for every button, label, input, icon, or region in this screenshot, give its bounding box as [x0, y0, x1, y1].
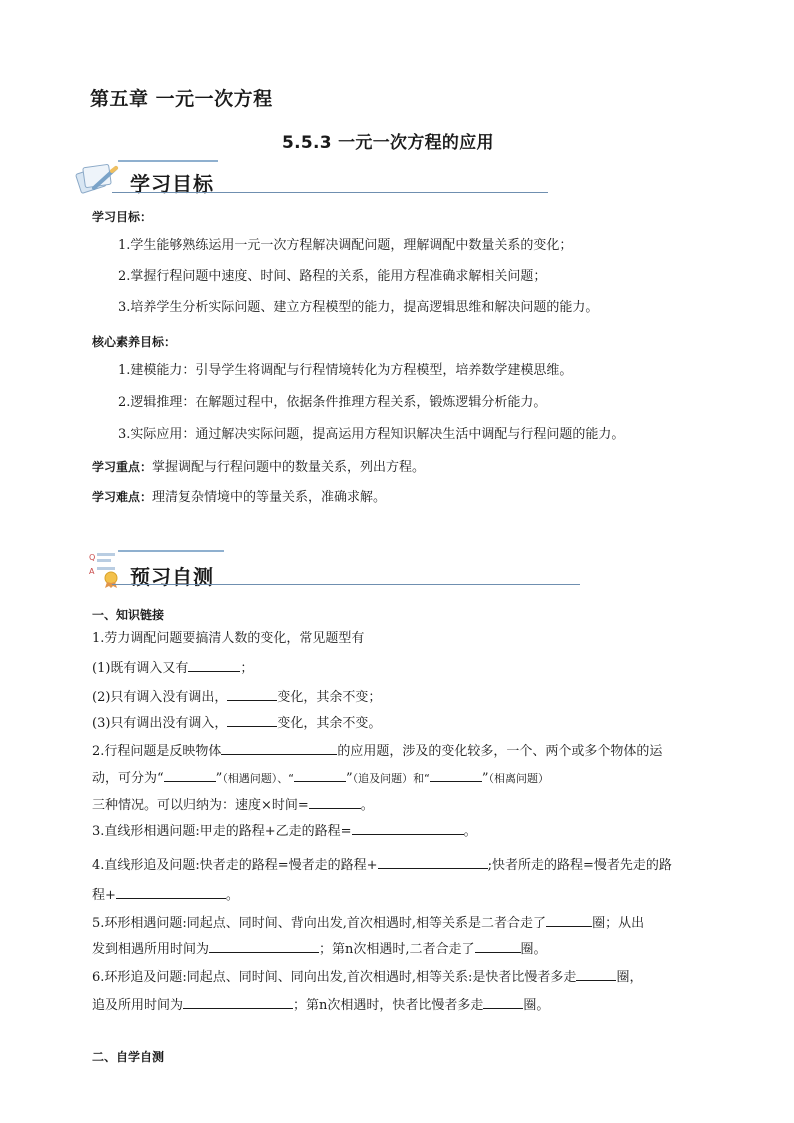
preview-section-header — [88, 548, 588, 590]
q1a-text: (1)既有调入又有 — [92, 661, 189, 676]
fill-blank[interactable] — [378, 856, 488, 869]
fill-blank[interactable] — [430, 769, 482, 782]
section-title-objectives: 学习目标 — [130, 172, 214, 196]
question-1: 1.劳力调配问题要搞清人数的变化，常见题型有 — [92, 631, 365, 646]
fill-blank[interactable] — [183, 996, 293, 1009]
q2-text: 动，可分为“ — [92, 771, 164, 786]
checklist-award-icon — [88, 550, 124, 588]
question-2-line3 — [92, 796, 374, 815]
q1b-post: 变化，其余不变； — [277, 690, 382, 705]
section-title-preview: 预习自测 — [130, 565, 214, 589]
svg-text:Q: Q — [89, 553, 96, 562]
fill-blank[interactable] — [352, 822, 464, 835]
q2-text: ” — [481, 771, 489, 786]
question-1b — [92, 688, 381, 707]
goal-item: 3.培养学生分析实际问题、建立方程模型的能力，提高逻辑思维和解决问题的能力。 — [118, 300, 599, 315]
question-4 — [92, 856, 672, 875]
fill-blank[interactable] — [294, 769, 346, 782]
part2-title: 二、自学自测 — [92, 1050, 165, 1064]
q5-text: ；第n次相遇时,二者合走了 — [319, 942, 475, 957]
fill-blank[interactable] — [221, 742, 337, 755]
q5-text: 发到相遇所用时间为 — [92, 942, 210, 957]
q2-text: 2.行程问题是反映物体 — [92, 744, 222, 759]
focus-line — [92, 458, 425, 477]
question-3 — [92, 822, 477, 841]
question-6-line2 — [92, 996, 549, 1015]
core-label: 核心素养目标： — [92, 335, 177, 349]
goal-item: 1.学生能够熟练运用一元一次方程解决调配问题，理解调配中数量关系的变化； — [118, 238, 573, 253]
q2-text: ” — [346, 771, 353, 786]
q5-text: 5.环形相遇问题:同起点、同时间、背向出发,首次相遇时,相等关系是二者合走了 — [92, 916, 547, 931]
fill-blank[interactable] — [116, 886, 226, 899]
q6-text: ；第n次相遇时，快者比慢者多走 — [293, 998, 484, 1013]
q2-text: （相遇问题）、“ — [222, 772, 295, 785]
fill-blank[interactable] — [164, 769, 216, 782]
fill-blank[interactable] — [227, 714, 277, 727]
focus-text: 掌握调配与行程问题中的数量关系，列出方程。 — [152, 460, 426, 475]
q6-text: 圈， — [616, 970, 643, 985]
q1b-text: (2)只有调入没有调出， — [92, 690, 228, 705]
q2-text: （相离问题） — [488, 772, 550, 785]
fill-blank[interactable] — [227, 688, 277, 701]
fill-blank[interactable] — [188, 659, 240, 672]
pencil-book-icon — [72, 160, 120, 196]
difficulty-text: 理清复杂情境中的等量关系，准确求解。 — [152, 490, 387, 505]
question-1c — [92, 714, 381, 733]
fill-blank[interactable] — [483, 996, 523, 1009]
q4-text: ;快者所走的路程=慢者先走的路 — [487, 858, 672, 873]
fill-blank[interactable] — [546, 914, 592, 927]
q4-text: 4.直线形追及问题:快者走的路程=慢者走的路程+ — [92, 858, 378, 873]
q2-text: 三种情况。可以归纳为：速度×时间= — [92, 798, 309, 813]
difficulty-line — [92, 488, 386, 507]
q1c-text: (3)只有调出没有调入， — [92, 716, 228, 731]
difficulty-label: 学习难点： — [92, 490, 153, 504]
q6-text: 圈。 — [523, 998, 550, 1013]
q2-text: （追及问题）和“ — [352, 772, 430, 785]
question-1a — [92, 659, 253, 678]
core-item: 3.实际应用：通过解决实际问题，提高运用方程知识解决生活中调配与行程问题的能力。 — [118, 427, 625, 442]
goals-label: 学习目标： — [92, 210, 153, 224]
goal-item: 2.掌握行程问题中速度、时间、路程的关系，能用方程准确求解相关问题； — [118, 269, 547, 284]
question-2-line2 — [92, 769, 549, 788]
fill-blank[interactable] — [209, 940, 319, 953]
svg-text:A: A — [89, 567, 95, 576]
q4-text: 。 — [225, 888, 239, 903]
q6-text: 6.环形追及问题:同起点、同时间、同向出发,首次相遇时,相等关系:是快者比慢者多走 — [92, 970, 577, 985]
q5-text: 圈。 — [520, 942, 547, 957]
q3-text: 。 — [463, 824, 477, 839]
focus-label: 学习重点： — [92, 460, 153, 474]
lesson-title: 5.5.3 一元一次方程的应用 — [282, 133, 494, 153]
section-underline — [112, 192, 548, 193]
q2-post: 的应用题，涉及的变化较多，一个、两个或多个物体的运 — [337, 744, 663, 759]
fill-blank[interactable] — [309, 796, 361, 809]
question-6 — [92, 968, 642, 987]
question-5-line2 — [92, 940, 547, 959]
section-underline-short — [118, 160, 218, 162]
q2-text: 。 — [360, 798, 374, 813]
chapter-title: 第五章 一元一次方程 — [90, 88, 273, 110]
core-item: 1.建模能力：引导学生将调配与行程情境转化为方程模型，培养数学建模思维。 — [118, 363, 573, 378]
section-underline-short — [118, 550, 224, 552]
fill-blank[interactable] — [475, 940, 521, 953]
section-underline — [112, 584, 580, 585]
q4-text: 程+ — [92, 888, 116, 903]
q3-text: 3.直线形相遇问题:甲走的路程+乙走的路程= — [92, 824, 352, 839]
core-item: 2.逻辑推理：在解题过程中，依据条件推理方程关系，锻炼逻辑分析能力。 — [118, 395, 547, 410]
part1-title: 一、知识链接 — [92, 608, 165, 622]
q6-text: 追及所用时间为 — [92, 998, 184, 1013]
q5-text: 圈；从出 — [592, 916, 645, 931]
question-4-line2 — [92, 886, 239, 905]
q1a-post: ； — [240, 661, 254, 676]
objectives-section-header — [72, 156, 552, 198]
fill-blank[interactable] — [576, 968, 616, 981]
question-5 — [92, 914, 644, 933]
q1c-post: 变化，其余不变。 — [277, 716, 382, 731]
q2-text: ” — [215, 771, 223, 786]
question-2 — [92, 742, 662, 761]
